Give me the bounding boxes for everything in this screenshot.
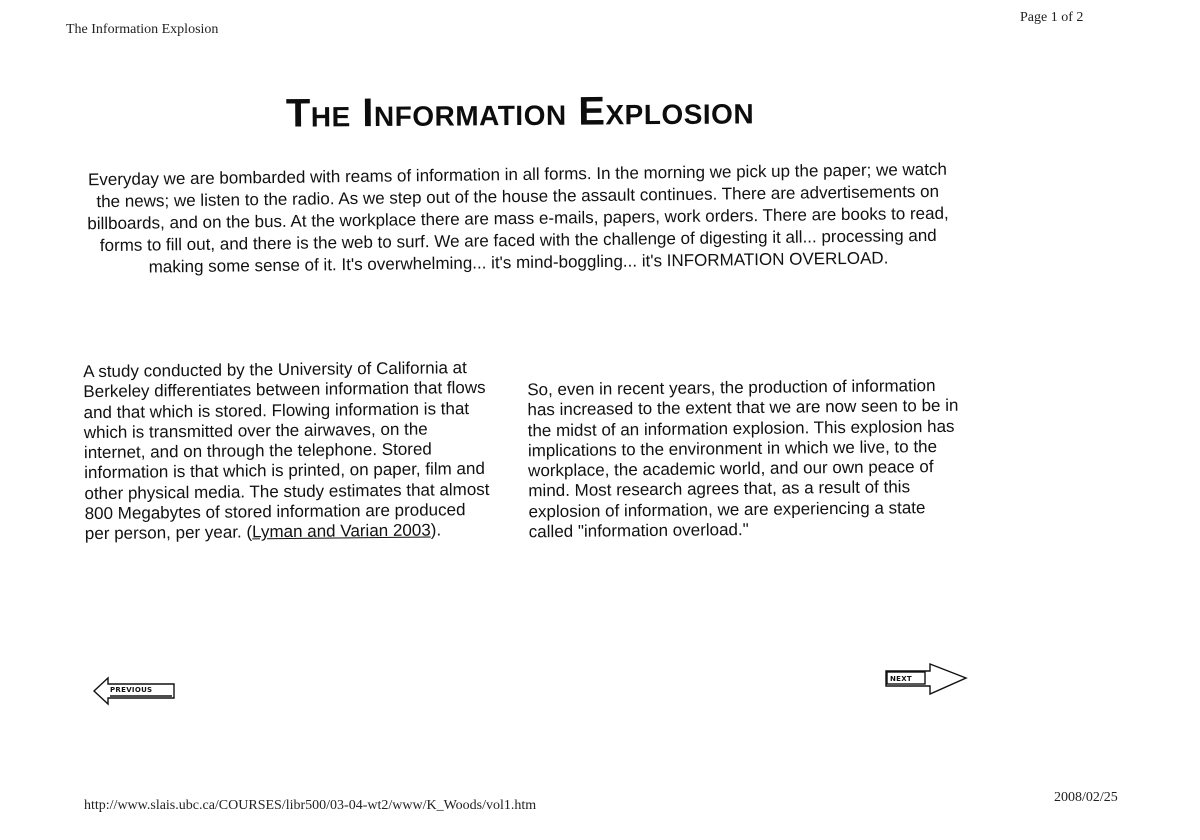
print-page-number: Page 1 of 2 [1020,10,1084,25]
previous-button-label: PREVIOUS [110,686,153,694]
intro-paragraph: Everyday we are bombarded with reams of information in all forms. In the morning we pick up the paper; we watch the news; we listen to the radio. As we step out of the house the assault continues. There are advertisements on billboards, and on the bus. At the workplace there are mass e-mails, papers, work orders. There are books to read, forms to fill out, and there is the web to surf. We are faced with the challenge of digesting it all... processing and making some sense of it. It's overwhelming... it's mind-boggling... it's INFORMATION OVERLOAD. [87,159,949,277]
left-column-paragraph [83,358,495,545]
left-column-text-end: ). [430,520,442,540]
next-button-label: NEXT [890,675,913,683]
previous-button[interactable] [92,674,178,708]
footer-url: http://www.slais.ubc.ca/COURSES/libr500/03-04-wt2/www/K_Woods/vol1.htm [84,798,537,813]
right-column-paragraph: So, even in recent years, the production of information has increased to the extent that we are now seen to be in the midst of an information explosion. This explosion has implications to the environment in which we live, to the workplace, the academic world, and our own peace of mind. Most research agrees that, as a result of this explosion of information, we are experiencing a state called "information overload." [527,376,959,542]
print-header-title: The Information Explosion [66,22,219,37]
page-title: The Information Explosion [285,88,755,136]
left-column-text: A study conducted by the University of California at Berkeley differentiates between information that flows and that which is stored. Flowing information is that which is transmitted over the airwaves, on the internet, and on through the telephone. Stored information is that which is printed, on paper, film and other physical media. The study estimates that almost 800 Megabytes of stored information are produced per person, per year. ( [83,358,490,544]
footer-date: 2008/02/25 [1054,790,1118,805]
citation-link[interactable]: Lyman and Varian 2003 [252,520,431,542]
next-button[interactable] [884,660,970,696]
